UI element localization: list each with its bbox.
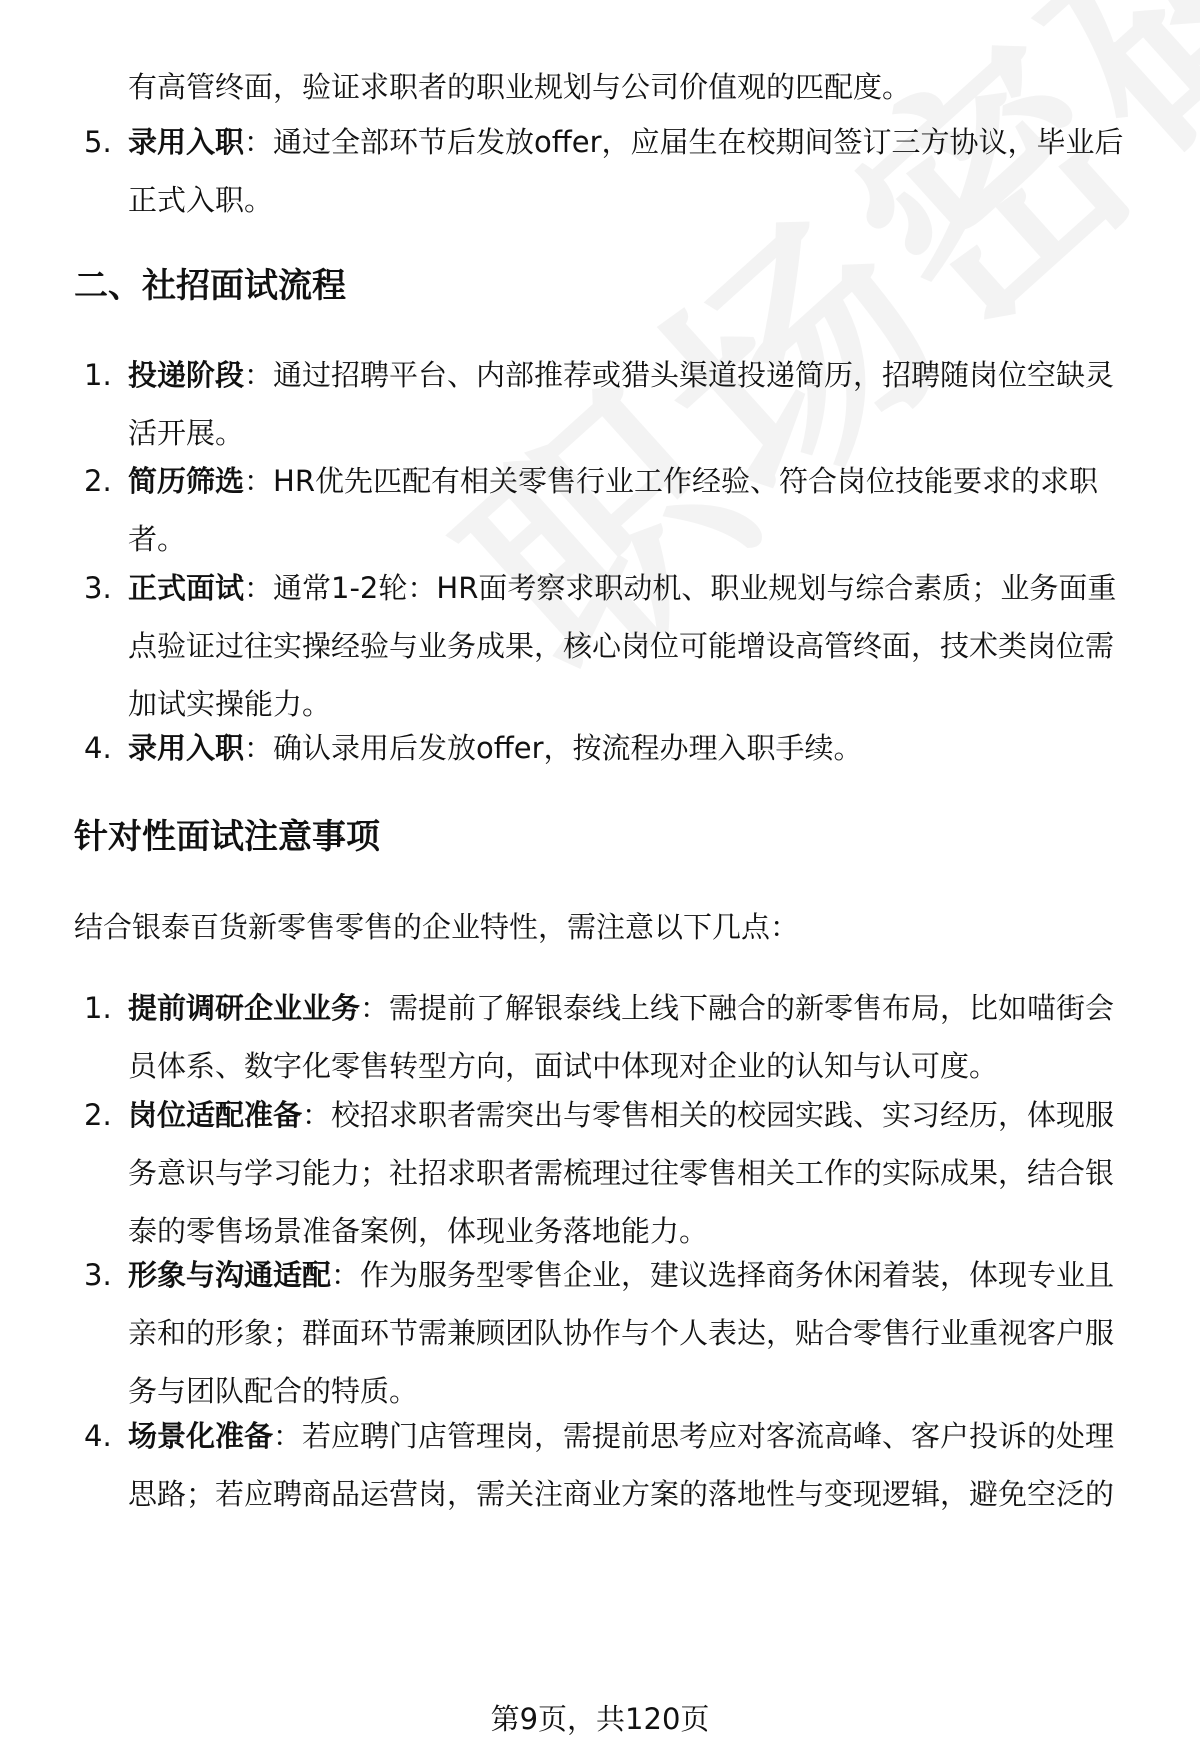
item-line: ：作为服务型零售企业，建议选择商务休闲着装，体现专业且 [331,1258,1115,1292]
item-label: 简历筛选 [128,464,245,498]
list-number: 2. [84,464,112,498]
item-line: 务意识与学习能力；社招求职者需梳理过往零售相关工作的实际成果，结合银 [128,1156,1115,1190]
list-number: 1. [84,991,112,1025]
item-line: 者。 [128,522,187,556]
item-label: 录用入职 [128,731,245,765]
continuation-text: 有高管终面，验证求职者的职业规划与公司价值观的匹配度。 [128,70,912,104]
list-text [128,1246,1140,1420]
item-label: 形象与沟通适配 [128,1258,332,1292]
list-number: 3. [84,1258,112,1292]
item-label: 录用入职 [128,125,245,159]
list-text [128,113,1140,229]
item-line: 加试实操能力。 [128,687,332,721]
item-line: 点验证过往实操经验与业务成果，核心岗位可能增设高管终面，技术类岗位需 [128,629,1115,663]
item-line: ：HR优先匹配有相关零售行业工作经验、符合岗位技能要求的求职 [244,464,1098,498]
item-label: 投递阶段 [128,358,245,392]
item-line: 员体系、数字化零售转型方向，面试中体现对企业的认知与认可度。 [128,1049,999,1083]
list-number: 4. [84,1419,112,1453]
tips-intro: 结合银泰百货新零售零售的企业特性，需注意以下几点： [74,910,800,944]
item-label: 提前调研企业业务 [128,991,361,1025]
section-heading-tips: 针对性面试注意事项 [74,817,380,857]
item-line: ：通过全部环节后发放offer，应届生在校期间签订三方协议，毕业后 [244,125,1124,159]
page-number-footer: 第9页，共120页 [490,1702,710,1736]
item-line: 思路；若应聘商品运营岗，需关注商业方案的落地性与变现逻辑，避免空泛的 [128,1477,1115,1511]
item-line: ：校招求职者需突出与零售相关的校园实践、实习经历，体现服 [302,1098,1115,1132]
list-text [128,1086,1140,1260]
list-text [128,1407,1140,1523]
section-heading-social: 二、社招面试流程 [74,266,346,306]
list-number: 2. [84,1098,112,1132]
item-label: 场景化准备 [128,1419,274,1453]
item-line: ：通常1-2轮：HR面考察求职动机、职业规划与综合素质；业务面重 [244,571,1117,605]
list-text [128,346,1140,462]
item-line: 亲和的形象；群面环节需兼顾团队协作与个人表达，贴合零售行业重视客户服 [128,1316,1115,1350]
item-line: ：需提前了解银泰线上线下融合的新零售布局，比如喵街会 [360,991,1115,1025]
list-text [128,452,1140,568]
list-text [128,559,1140,733]
item-line: ：确认录用后发放offer，按流程办理入职手续。 [244,731,863,765]
list-number: 3. [84,571,112,605]
item-label: 岗位适配准备 [128,1098,303,1132]
list-text [128,719,1140,777]
list-number: 1. [84,358,112,392]
item-line: 泰的零售场景准备案例，体现业务落地能力。 [128,1214,709,1248]
list-text [128,979,1140,1095]
item-line: ：若应聘门店管理岗，需提前思考应对客流高峰、客户投诉的处理 [273,1419,1115,1453]
item-label: 正式面试 [128,571,245,605]
item-line: ：通过招聘平台、内部推荐或猎头渠道投递简历，招聘随岗位空缺灵 [244,358,1115,392]
list-number: 4. [84,731,112,765]
item-line: 务与团队配合的特质。 [128,1374,419,1408]
list-number: 5. [84,125,112,159]
item-line: 正式入职。 [128,183,274,217]
item-line: 活开展。 [128,416,245,450]
